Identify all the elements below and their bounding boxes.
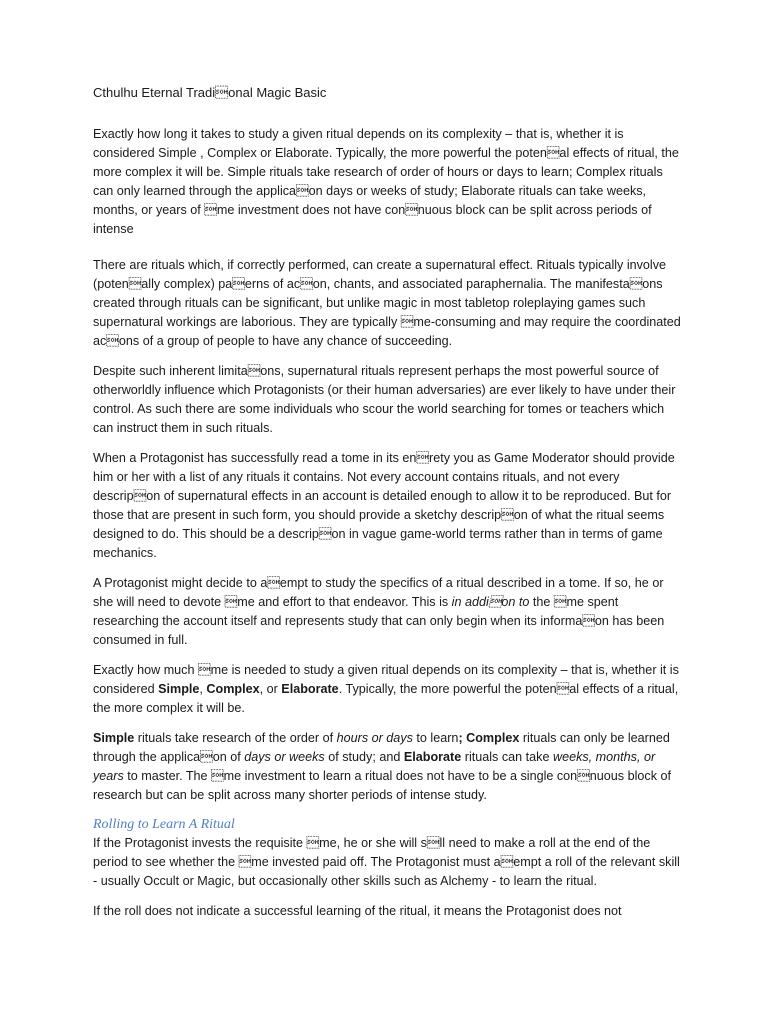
term-complex: Complex — [206, 682, 260, 696]
term-simple: Simple — [158, 682, 200, 696]
term-complex: Complex — [466, 731, 520, 745]
emphasis-weeks-months-years: weeks, months, or years — [93, 750, 656, 783]
paragraph-rituals-overview: There are rituals which, if correctly performed, can create a supernatural effect. Rituals typically involve (potenally complex) paerns of acon, chants, and associated paraphernalia. The manifestaons created through rituals can be significant, but unlike magic in most tabletop roleplaying games such supernatural workings are laborious. They are typically me-consuming and may require the coordinated acons of a group of people to have any chance of succeeding. — [93, 258, 681, 348]
term-elaborate: Elaborate — [281, 682, 339, 696]
term-simple: Simple — [93, 731, 135, 745]
paragraph-study-ritual: A Protagonist might decide to aempt to study the specifics of a ritual described in a tome. If so, he or she will need to devote me and effort to that endeavor. This is in addion to the me spent researching the account itself and represents study that can only begin when its informaon has been consumed in full. — [93, 576, 665, 647]
paragraph-complexity: Exactly how much me is needed to study a given ritual depends on its complexity – that is, whether it is considered Simple, Complex, or Elaborate. Typically, the more powerful the potenal effects of a ritual, the more complex it will be. — [93, 663, 679, 715]
document-title: Cthulhu Eternal Tradional Magic Basic — [93, 85, 327, 100]
paragraph-limitations: Despite such inherent limitaons, supernatural rituals represent perhaps the most powerful source of otherworldly influence which Protagonists (or their human adversaries) are ever likely to have under their control. As such there are some individuals who scour the world searching for tomes or teachers which can instruct them in such rituals. — [93, 364, 676, 435]
section-heading-rolling: Rolling to Learn A Ritual — [93, 817, 235, 832]
emphasis-days-weeks: days or weeks — [244, 750, 325, 764]
paragraph-failed-roll: If the roll does not indicate a successful learning of the ritual, it means the Protagonist does not — [93, 904, 622, 918]
emphasis-in-addition: in addion to — [451, 595, 530, 609]
emphasis-hours-days: hours or days — [336, 731, 413, 745]
term-elaborate: Elaborate — [403, 750, 462, 764]
document-page — [93, 84, 683, 932]
paragraph-intro-summary: Exactly how long it takes to study a given ritual depends on its complexity – that is, whether it is considered Simple , Complex or Elaborate. Typically, the more powerful the potenal effects of ritual, the more complex it will be. Simple rituals take research of order of hours or days to learn; Complex rituals can only learned through the applicaon days or weeks of study; Elaborate rituals can take weeks, months, or years of me investment does not have connuous block can be split across periods of intense — [93, 127, 679, 236]
paragraph-rolling: If the Protagonist invests the requisite me, he or she will sll need to make a roll at the end of the period to see whether the me invested paid off. The Protagonist must aempt a roll of the relevant skill - usually Occult or Magic, but occasionally other skills such as Alchemy - to learn the ritual. — [93, 836, 680, 888]
paragraph-reading-tome: When a Protagonist has successfully read a tome in its enrety you as Game Moderator should provide him or her with a list of any rituals it contains. Not every account contains rituals, and not every descripon of supernatural effects in an account is detailed enough to allow it to be reproduced. But for those that are present in such form, you should provide a sketchy descripon of what the ritual seems designed to do. This should be a descripon in vague game-world terms rather than in terms of game mechanics. — [93, 451, 675, 560]
paragraph-durations: Simple rituals take research of the order of hours or days to learn; Complex rituals can only be learned through the applicaon of days or weeks of study; and Elaborate rituals can take weeks, months, or years to master. The me investment to learn a ritual does not have to be a single connuous block of research but can be split across many shorter periods of intense study. — [93, 731, 671, 802]
